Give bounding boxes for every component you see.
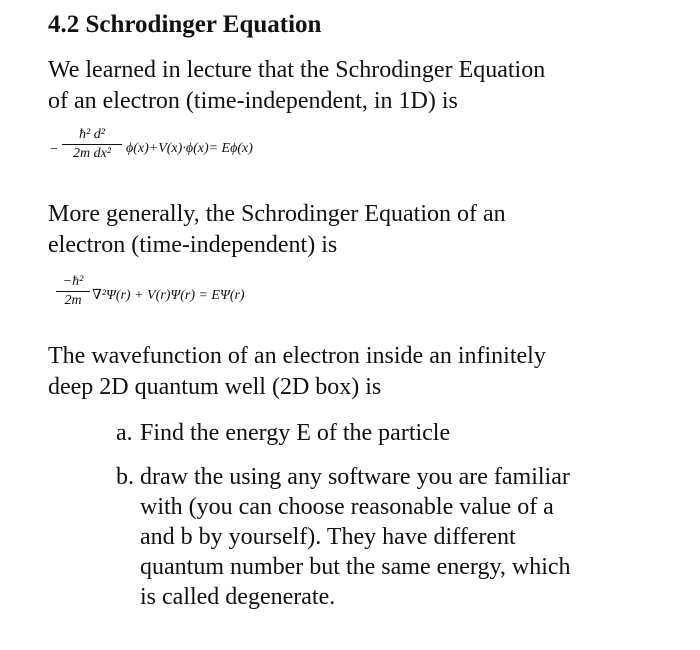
general-paragraph	[48, 199, 608, 261]
list-item-line: with (you can choose reasonable value of a	[140, 494, 554, 520]
list-marker: a.	[116, 420, 133, 446]
section-heading: 4.2 Schrodinger Equation	[48, 11, 322, 38]
paragraph-line: The wavefunction of an electron inside an infinitely	[48, 343, 546, 369]
paragraph-line: of an electron (time-independent, in 1D) is	[48, 88, 458, 114]
equation-denominator: 2m dx²	[72, 146, 112, 161]
paragraph-line: More generally, the Schrodinger Equation of an	[48, 201, 506, 227]
list-item-line: Find the energy E of the particle	[140, 420, 451, 446]
paragraph-line: We learned in lecture that the Schrodinger Equation	[48, 57, 546, 83]
paragraph-line: deep 2D quantum well (2D box) is	[48, 374, 382, 400]
list-item-line: and b by yourself). They have different	[140, 524, 516, 550]
fraction-bar	[56, 291, 90, 292]
task-list	[116, 418, 636, 626]
schrodinger-3d-equation	[50, 268, 350, 324]
wavefunction-paragraph	[48, 341, 608, 403]
equation-terms: ∇²Ψ(r) + V(r)Ψ(r) = EΨ(r)	[92, 288, 245, 303]
equation-fraction	[62, 127, 122, 162]
list-item-line: draw the using any software you are familiar	[140, 464, 570, 490]
list-item-line: is called degenerate.	[140, 584, 336, 610]
intro-paragraph	[48, 55, 608, 117]
list-item-line: quantum number but the same energy, which	[140, 554, 571, 580]
task-item-a	[116, 418, 636, 448]
task-item-b	[116, 462, 636, 612]
list-marker: b.	[116, 464, 134, 490]
fraction-bar	[62, 144, 122, 145]
equation-minus-sign: −	[50, 142, 58, 157]
equation-fraction	[56, 274, 90, 309]
paragraph-line: electron (time-independent) is	[48, 232, 338, 258]
equation-denominator: 2m	[64, 293, 82, 308]
equation-numerator: −ħ²	[62, 274, 84, 289]
schrodinger-1d-equation	[50, 125, 350, 177]
equation-numerator: ħ² d²	[79, 127, 105, 142]
equation-terms: ϕ(x)+V(x)·ϕ(x)= Eϕ(x)	[126, 141, 253, 156]
